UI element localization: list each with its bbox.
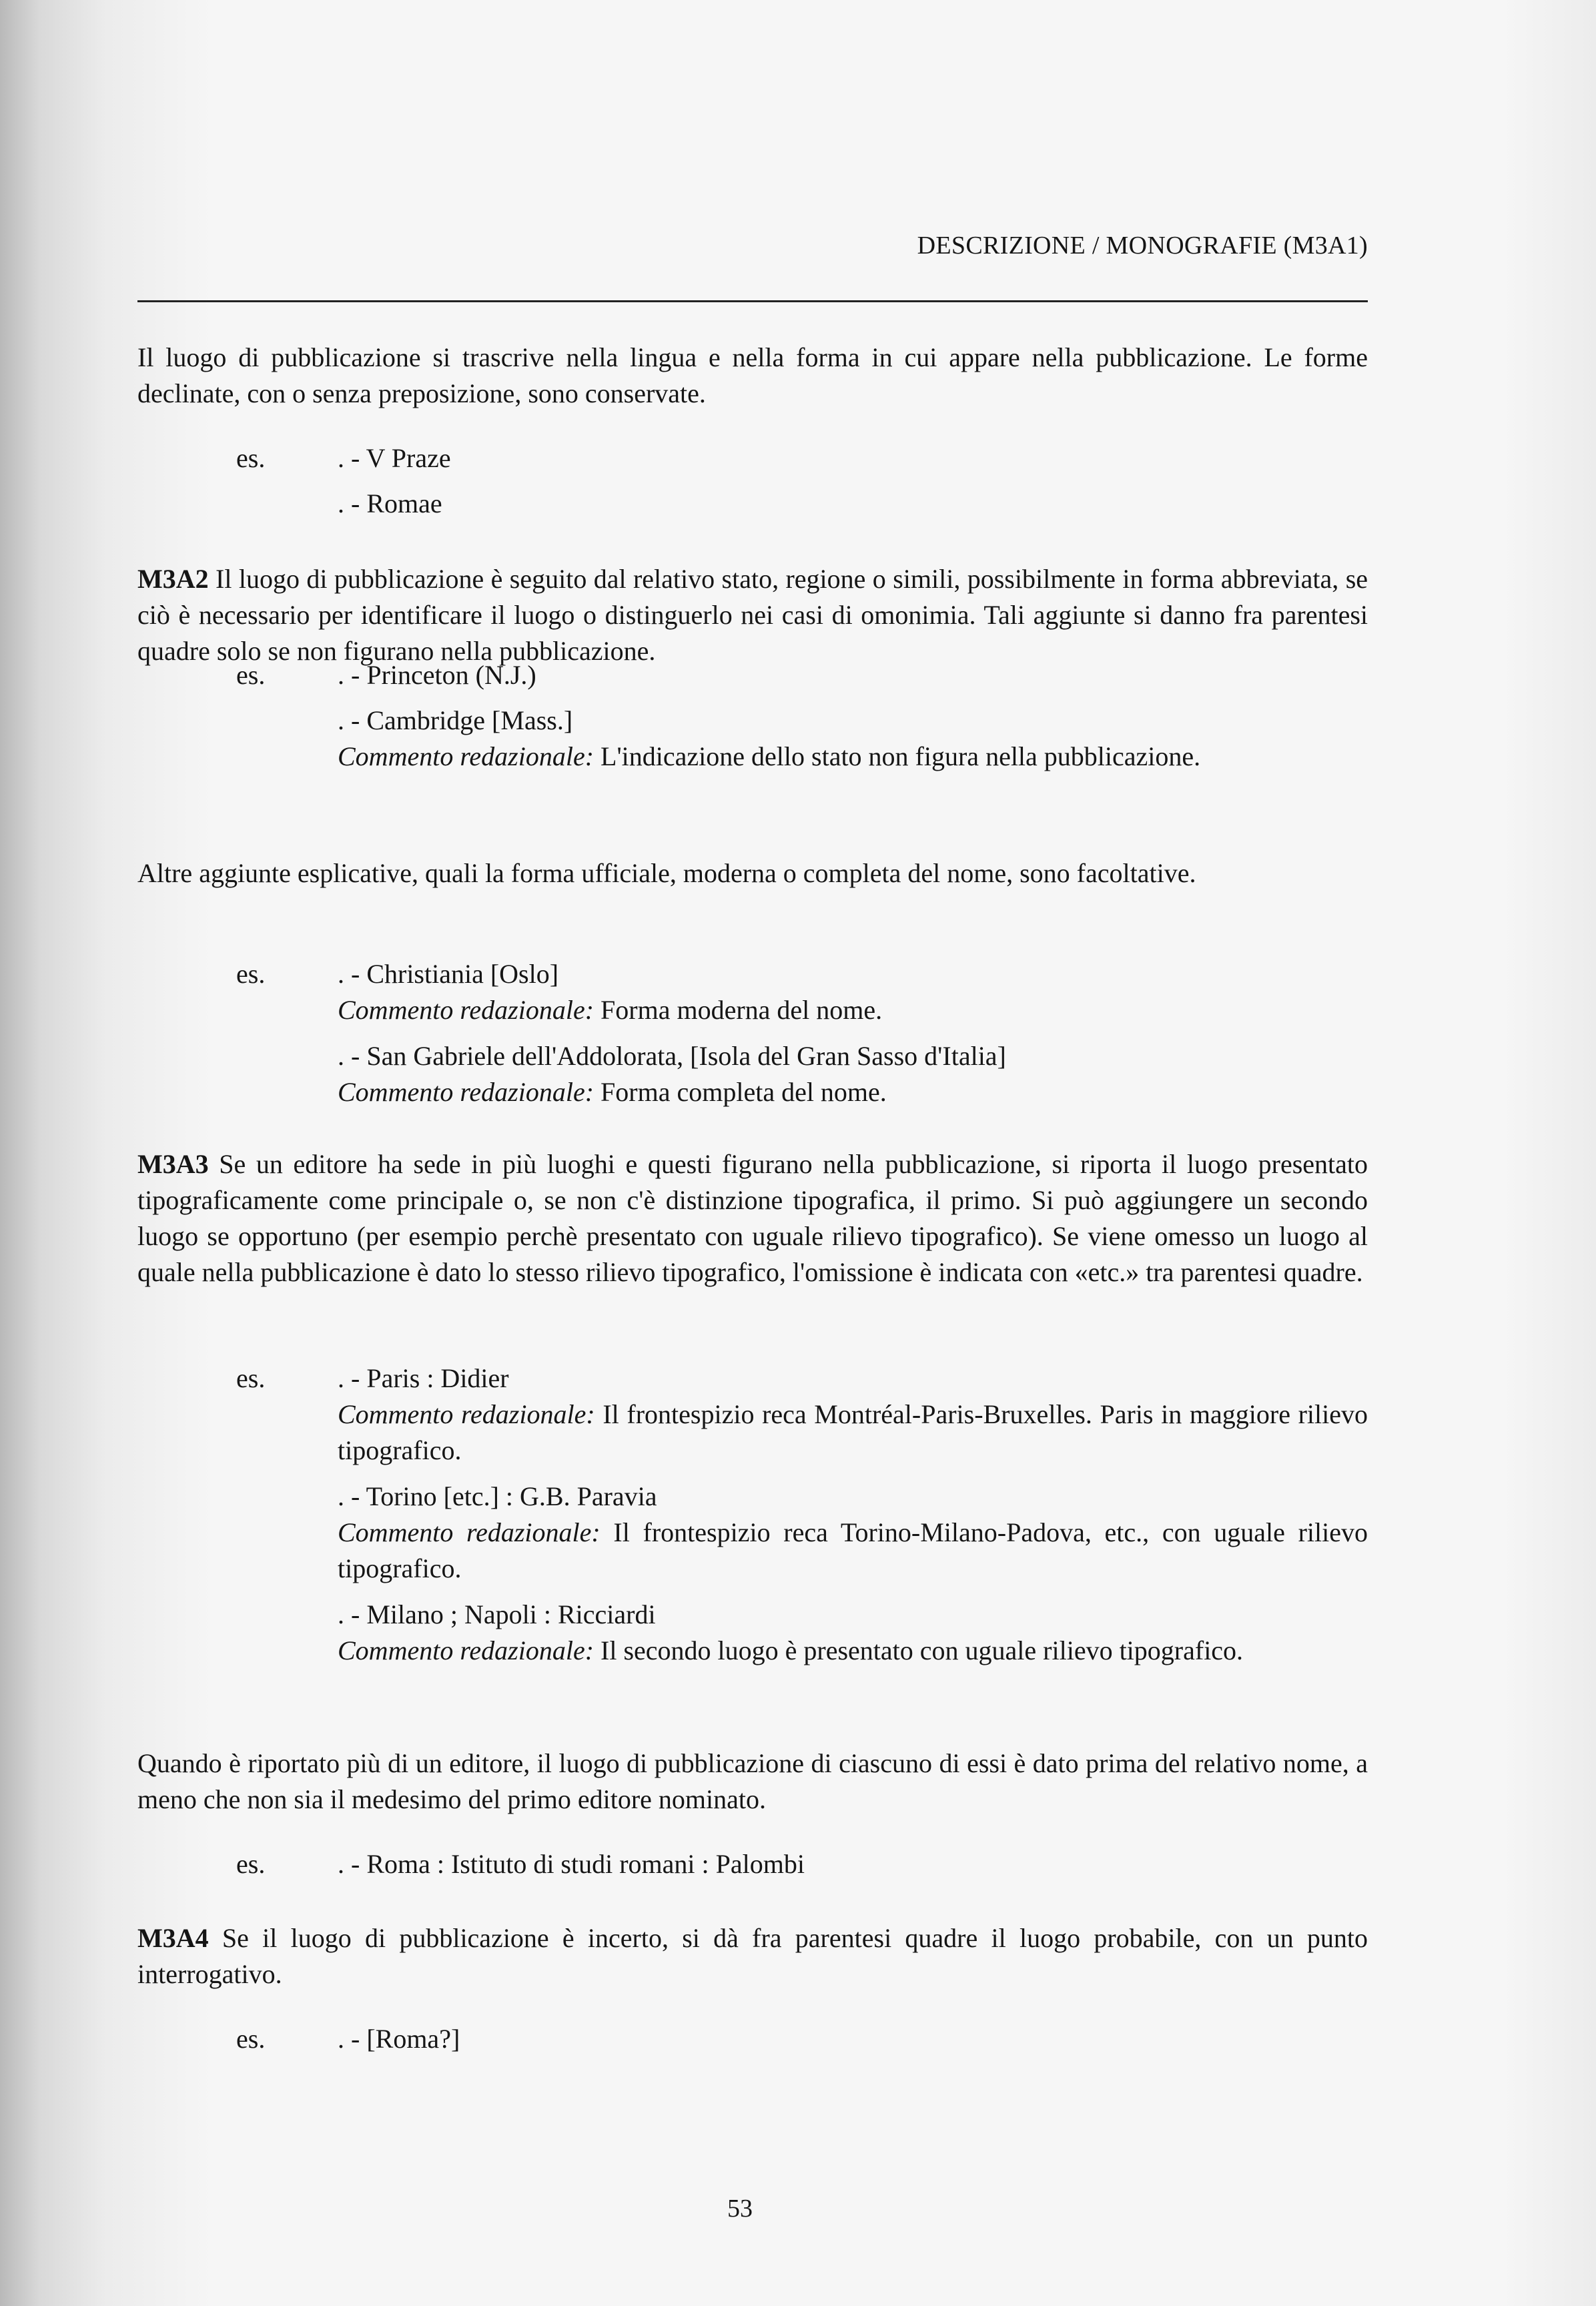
comment-label: Commento redazionale: [338,1399,595,1429]
rule-m3a3 [137,1146,1368,1290]
header-rule [137,300,1368,302]
example-line: . - V Praze [338,443,451,473]
comment-text: Il frontespizio reca Montréal-Paris-Bruxelles. Paris in maggiore rilievo tipografico. [338,1399,1368,1465]
example-label: es. [236,2024,266,2054]
comment-label: Commento redazionale: [338,741,594,771]
example-line: . - Roma : Istituto di studi romani : Palombi [338,1849,805,1879]
comment-label: Commento redazionale: [338,1635,594,1665]
m3a3-paragraph-2 [137,1746,1368,1818]
example-line: . - Paris : Didier [338,1363,509,1393]
example-line: . - Milano ; Napoli : Ricciardi [338,1599,656,1629]
comment-label: Commento redazionale: [338,995,594,1025]
comment-text: Forma completa del nome. [601,1077,887,1107]
m3a2-paragraph-2 [137,855,1368,891]
example-label: es. [236,660,266,690]
paragraph-text: Altre aggiunte esplicative, quali la forma ufficiale, moderna o completa del nome, sono facoltative. [137,858,1196,888]
comment-text: Il secondo luogo è presentato con uguale rilievo tipografico. [601,1635,1244,1665]
comment-text: Il frontespizio reca Torino-Milano-Padova, etc., con uguale rilievo tipografico. [338,1517,1368,1583]
example-label: es. [236,959,266,989]
paragraph-text: Quando è riportato più di un editore, il luogo di pubblicazione di ciascuno di essi è dato prima del relativo nome, a meno che non sia il medesimo del primo editore nominato. [137,1748,1368,1814]
rule-text: Se il luogo di pubblicazione è incerto, si dà fra parentesi quadre il luogo probabile, con un punto interrogativo. [137,1923,1368,1989]
comment-label: Commento redazionale: [338,1077,594,1107]
example-line: . - Torino [etc.] : G.B. Paravia [338,1481,657,1511]
example-line: . - Princeton (N.J.) [338,660,536,690]
rule-m3a4 [137,1920,1368,1992]
rule-code: M3A2 [137,564,209,594]
intro-paragraph [137,340,1368,412]
example-label: es. [236,1363,266,1393]
page-number: 53 [727,2195,753,2223]
example-label: es. [236,443,266,473]
rule-code: M3A4 [137,1923,209,1953]
comment-text: L'indicazione dello stato non figura nella pubblicazione. [601,741,1201,771]
page-content [137,0,1368,2306]
comment-label: Commento redazionale: [338,1517,601,1547]
comment-text: Forma moderna del nome. [601,995,883,1025]
example-line: . - San Gabriele dell'Addolorata, [Isola del Gran Sasso d'Italia] [338,1041,1006,1071]
example-line: . - [Roma?] [338,2024,460,2054]
intro-text: Il luogo di pubblicazione si trascrive nella lingua e nella forma in cui appare nella pubblicazione. Le forme declinate, con o senza preposizione, sono conservate. [137,342,1368,408]
rule-code: M3A3 [137,1149,209,1179]
example-line: . - Cambridge [Mass.] [338,705,573,735]
rule-text: Il luogo di pubblicazione è seguito dal relativo stato, regione o simili, possibilmente in forma abbreviata, se ciò è necessario per identificare il luogo o distinguerlo nei casi di omonimia. Tali aggiunte si danno fra parentesi quadre solo se non figurano nella pubblicazione. [137,564,1368,666]
rule-m3a2 [137,561,1368,669]
example-label: es. [236,1849,266,1879]
example-line: . - Romae [338,488,442,518]
example-line: . - Christiania [Oslo] [338,959,559,989]
rule-text: Se un editore ha sede in più luoghi e questi figurano nella pubblicazione, si riporta il luogo presentato tipograficamente come principale o, se non c'è distinzione tipografica, il primo. Si può aggiungere un secondo luogo se opportuno (per esempio perchè presentato con uguale rilievo tipografico). Se viene omesso un luogo al quale nella pubblicazione è dato lo stesso rilievo tipografico, l'omissione è indicata con «etc.» tra parentesi quadre. [137,1149,1368,1287]
running-header: DESCRIZIONE / MONOGRAFIE (M3A1) [917,232,1368,260]
